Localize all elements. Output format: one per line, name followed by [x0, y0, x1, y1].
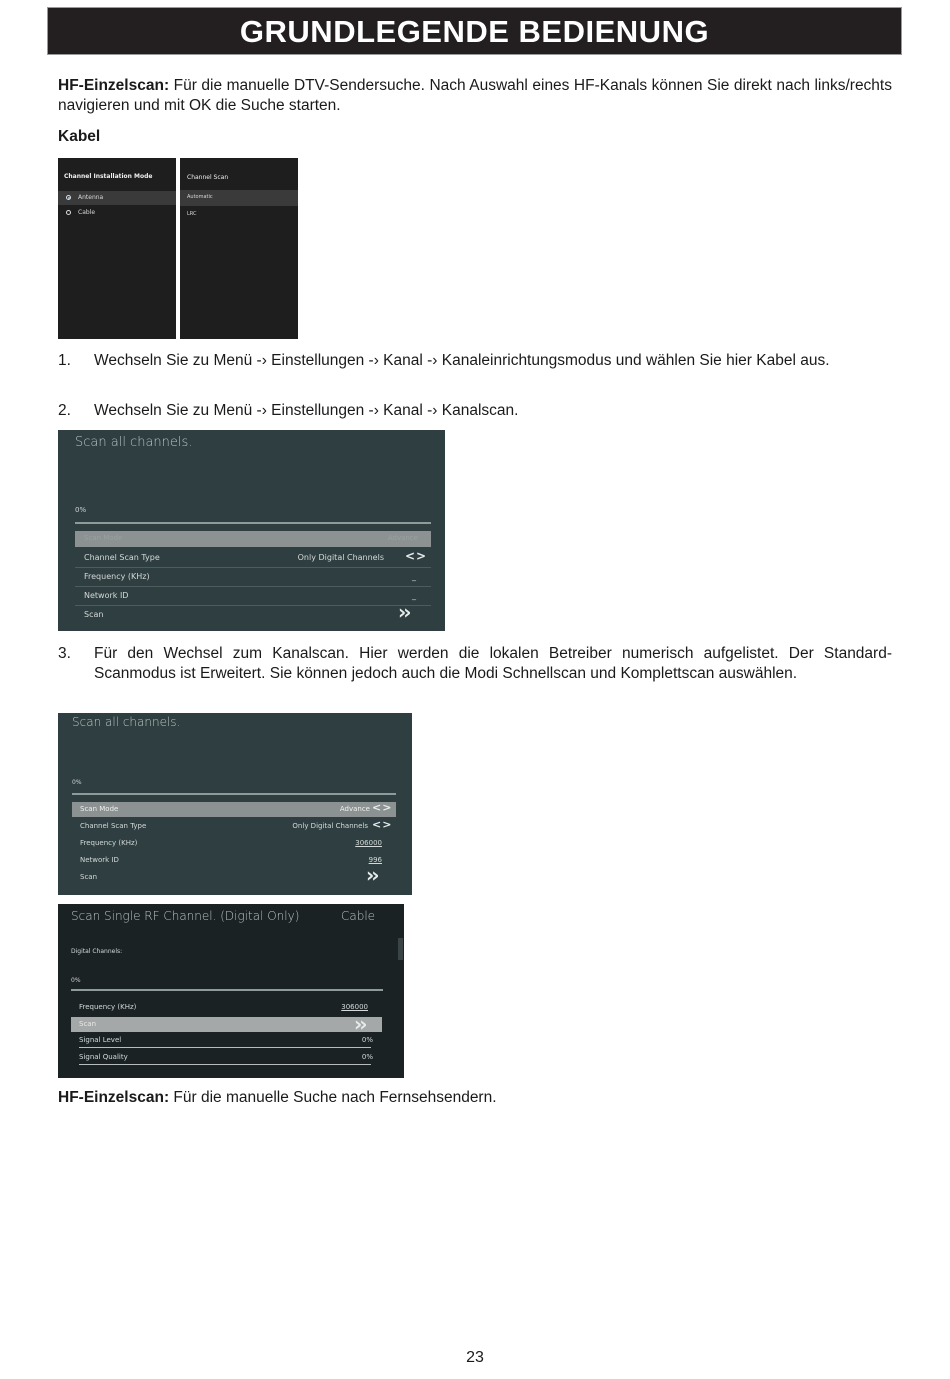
intro-text: Für die manuelle DTV-Sendersuche. Nach Auswahl eines HF-Kanals können Sie direkt nach links/rechts navigieren und mit OK die Suche starten.	[58, 77, 892, 114]
step-number: 1.	[58, 352, 71, 369]
row-label: Scan	[84, 610, 104, 619]
menu-item-automatic[interactable]: Automatic	[187, 194, 213, 200]
row-frequency[interactable]	[84, 572, 416, 581]
signal-level-bar	[79, 1047, 371, 1048]
row-label: Network ID	[84, 591, 129, 600]
scan-title: Scan all channels.	[75, 435, 193, 450]
step-3	[58, 644, 892, 683]
radio-antenna[interactable]	[66, 195, 71, 200]
row-channel-scan-type[interactable]	[84, 553, 384, 562]
step-1	[58, 351, 892, 371]
step-text: Für den Wechsel zum Kanalscan. Hier werden die lokalen Betreiber numerisch aufgelistet. Der Standard-Scanmodus ist Erweitert. Sie können jedoch auch die Modi Schnellscan und Komplettscan auswählen.	[94, 645, 892, 682]
step-text: Wechseln Sie zu Menü -› Einstellungen -› Kanal -› Kanalscan.	[94, 402, 519, 419]
page-banner: GRUNDLEGENDE BEDIENUNG	[47, 7, 902, 55]
row-label: Signal Level	[79, 1036, 122, 1044]
footer-text: Für die manuelle Suche nach Fernsehsendern.	[169, 1089, 497, 1106]
step-number: 2.	[58, 402, 71, 419]
double-chevron-right-icon[interactable]: ››	[398, 600, 409, 624]
menu-item-lrc[interactable]: LRC	[187, 211, 197, 217]
channel-scan-menu-panel	[180, 158, 298, 339]
row-signal-level	[79, 1036, 373, 1044]
left-right-arrows-icon[interactable]: <>	[405, 549, 428, 563]
row-value: _	[412, 572, 416, 581]
selected-row-highlight	[58, 191, 176, 205]
scan-row-highlight	[71, 1017, 382, 1032]
scrollbar[interactable]	[398, 938, 403, 960]
row-value: Advance	[387, 534, 418, 542]
divider	[75, 605, 431, 606]
row-value: 306000	[355, 839, 382, 847]
row-label: Scan Mode	[80, 805, 119, 813]
page-number: 23	[466, 1349, 484, 1366]
left-right-arrows-icon[interactable]: <>	[372, 818, 393, 831]
intro-paragraph	[58, 76, 892, 116]
option-cable: Cable	[78, 209, 96, 216]
intro-term: HF-Einzelscan:	[58, 77, 170, 94]
progress-bar	[72, 793, 396, 795]
scan-all-channels-screen-2	[58, 713, 412, 895]
progress-bar	[71, 989, 383, 991]
scan-title: Scan all channels.	[72, 715, 181, 729]
row-value: Only Digital Channels	[292, 822, 368, 830]
double-chevron-right-icon[interactable]: ››	[366, 863, 377, 887]
row-scan[interactable]	[79, 1020, 96, 1028]
row-value: _	[412, 591, 416, 600]
scan-single-rf-channel-screen	[58, 904, 404, 1078]
row-label: Scan	[80, 873, 98, 881]
step-text: Wechseln Sie zu Menü -› Einstellungen -› Kanal -› Kanaleinrichtungsmodus und wählen Sie hier Kabel aus.	[94, 352, 830, 369]
step-number: 3.	[58, 645, 71, 662]
section-heading: Kabel	[58, 128, 101, 145]
row-signal-quality	[79, 1053, 373, 1061]
progress-percent: 0%	[72, 779, 82, 786]
row-label: Scan Mode	[84, 534, 123, 542]
row-label: Frequency (KHz)	[79, 1003, 137, 1011]
scan-mode-label: Cable	[341, 909, 376, 923]
row-label: Scan	[79, 1020, 97, 1028]
divider	[75, 567, 431, 568]
row-value: 996	[368, 856, 382, 864]
row-scan[interactable]	[84, 610, 103, 619]
row-value: 0%	[361, 1036, 373, 1044]
panel-mode-title: Channel Installation Mode	[64, 173, 153, 180]
option-antenna: Antenna	[78, 194, 104, 201]
digital-channels-label: Digital Channels:	[71, 948, 123, 955]
row-network-id[interactable]	[84, 591, 416, 600]
row-value: 0%	[361, 1053, 373, 1061]
footer-paragraph	[58, 1088, 892, 1108]
row-label: Network ID	[80, 856, 119, 864]
divider	[75, 586, 431, 587]
row-frequency[interactable]	[80, 839, 382, 847]
footer-term: HF-Einzelscan:	[58, 1089, 170, 1106]
left-right-arrows-icon[interactable]: <>	[372, 801, 393, 814]
row-scan-mode[interactable]	[84, 534, 418, 542]
progress-bar	[75, 522, 431, 524]
row-label: Channel Scan Type	[84, 553, 160, 562]
row-label: Channel Scan Type	[80, 822, 147, 830]
row-channel-scan-type[interactable]	[80, 822, 368, 830]
row-label: Frequency (KHz)	[80, 839, 138, 847]
step-2	[58, 401, 892, 421]
row-label: Frequency (KHz)	[84, 572, 150, 581]
row-scan[interactable]	[80, 873, 97, 881]
progress-percent: 0%	[71, 977, 81, 984]
progress-percent: 0%	[75, 506, 87, 514]
row-network-id[interactable]	[80, 856, 382, 864]
row-value: Advance	[339, 805, 370, 813]
panel-scan-title: Channel Scan	[187, 174, 229, 181]
scan-title: Scan Single RF Channel. (Digital Only)	[71, 909, 300, 923]
row-value: Only Digital Channels	[297, 553, 384, 562]
row-scan-mode[interactable]	[80, 805, 370, 813]
channel-installation-mode-panel	[58, 158, 176, 339]
row-label: Signal Quality	[79, 1053, 128, 1061]
scan-all-channels-screen-1	[58, 430, 445, 631]
double-chevron-right-icon[interactable]: ››	[354, 1012, 365, 1036]
row-frequency[interactable]	[79, 1003, 368, 1011]
row-value: 306000	[341, 1003, 368, 1011]
radio-cable[interactable]	[66, 210, 71, 215]
signal-quality-bar	[79, 1064, 371, 1065]
